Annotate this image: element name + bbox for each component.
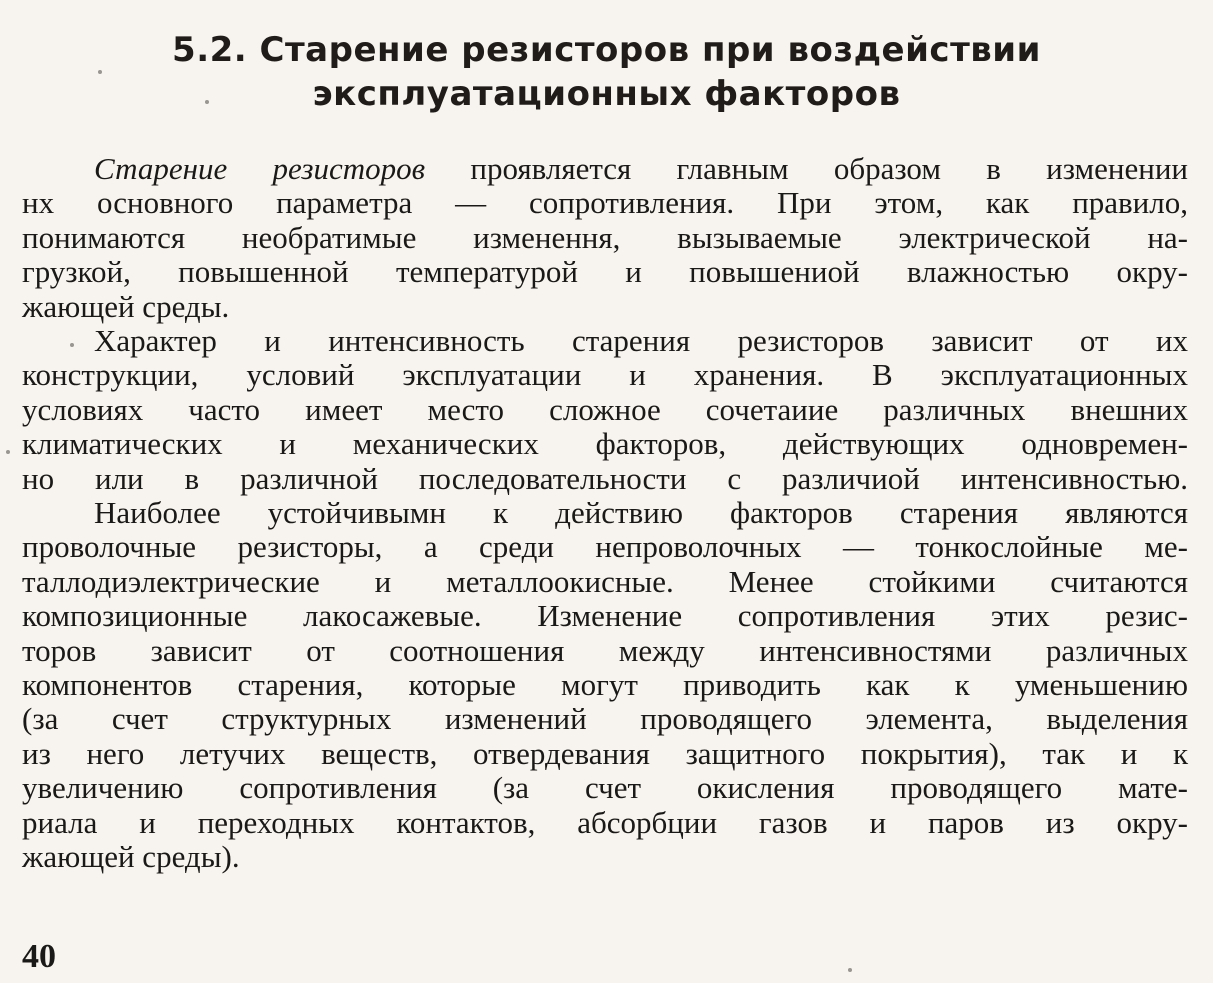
paragraph-1-line-1 bbox=[22, 152, 1188, 186]
paragraph-3-line-6: компонентов старения, которые могут приводить как к уменьшению bbox=[22, 666, 1188, 702]
paragraph-3-line-7: (за счет структурных изменений проводящего элемента, выделения bbox=[22, 701, 1188, 737]
page-number: 40 bbox=[22, 938, 56, 975]
paragraph-1-line-1-rest: проявляется главным образом в изменении bbox=[470, 151, 1189, 186]
print-speck bbox=[848, 968, 852, 972]
paragraph-3-line-9: увеличению сопротивления (за счет окисления проводящего мате- bbox=[22, 770, 1188, 806]
paragraph-2-line-3: условиях часто имеет место сложное сочетаиие различных внешних bbox=[22, 391, 1188, 427]
paragraph-3-line-1: Наиболее устойчивымн к действию факторов старения являются bbox=[94, 495, 1188, 530]
section-title-line-1: 5.2. Старение резисторов при воздействии bbox=[172, 30, 1041, 70]
paragraph-1-line-5: жающей среды. bbox=[22, 288, 230, 324]
paragraph-2-line-1: Характер и интенсивность старения резисторов зависит от их bbox=[94, 323, 1188, 358]
paragraph-3-line-8: из него летучих веществ, отвердевания защитного покрытия), так и к bbox=[22, 735, 1188, 771]
paragraph-3-line-4: композиционные лакосажевые. Изменение сопротивления этих резис- bbox=[22, 598, 1188, 634]
paragraph-1-line-4: грузкой, повышенной температурой и повышениой влажностью окру- bbox=[22, 254, 1188, 290]
paragraph-2-line-4: климатических и механических факторов, действующих одновремен- bbox=[22, 426, 1188, 462]
print-speck bbox=[98, 70, 102, 74]
paragraph-1-line-2: нх основного параметра — сопротивления. При этом, как правило, bbox=[22, 185, 1188, 221]
paragraph-3-line-3: таллодиэлектрические и металлоокисные. Менее стойкими считаются bbox=[22, 563, 1188, 599]
paragraph-2-line-5: но или в различной последовательности с различиой интенсивностью. bbox=[22, 460, 1188, 496]
paragraph-2 bbox=[22, 324, 1188, 496]
paragraph-2-line-2: конструкции, условий эксплуатации и хранения. В эксплуатационных bbox=[22, 357, 1188, 393]
italic-term: Старение резисторов bbox=[94, 151, 426, 186]
paragraph-3-line-5: торов зависит от соотношения между интенсивностями различных bbox=[22, 632, 1188, 668]
paragraph-3-line-2: проволочные резисторы, а среди непроволочных — тонкослойные ме- bbox=[22, 529, 1188, 565]
section-title-line-2: эксплуатационных факторов bbox=[312, 74, 901, 114]
print-speck bbox=[70, 343, 74, 347]
print-speck bbox=[6, 450, 10, 454]
paragraph-3-line-11: жающей среды). bbox=[22, 838, 240, 874]
paragraph-3-line-10: риала и переходных контактов, абсорбции газов и паров из окру- bbox=[22, 804, 1188, 840]
paragraph-3 bbox=[22, 496, 1188, 874]
paragraph-1-line-3: понимаются необратимые изменення, вызываемые электрической на- bbox=[22, 219, 1188, 255]
paragraph-1 bbox=[22, 152, 1188, 324]
print-speck bbox=[205, 100, 209, 104]
